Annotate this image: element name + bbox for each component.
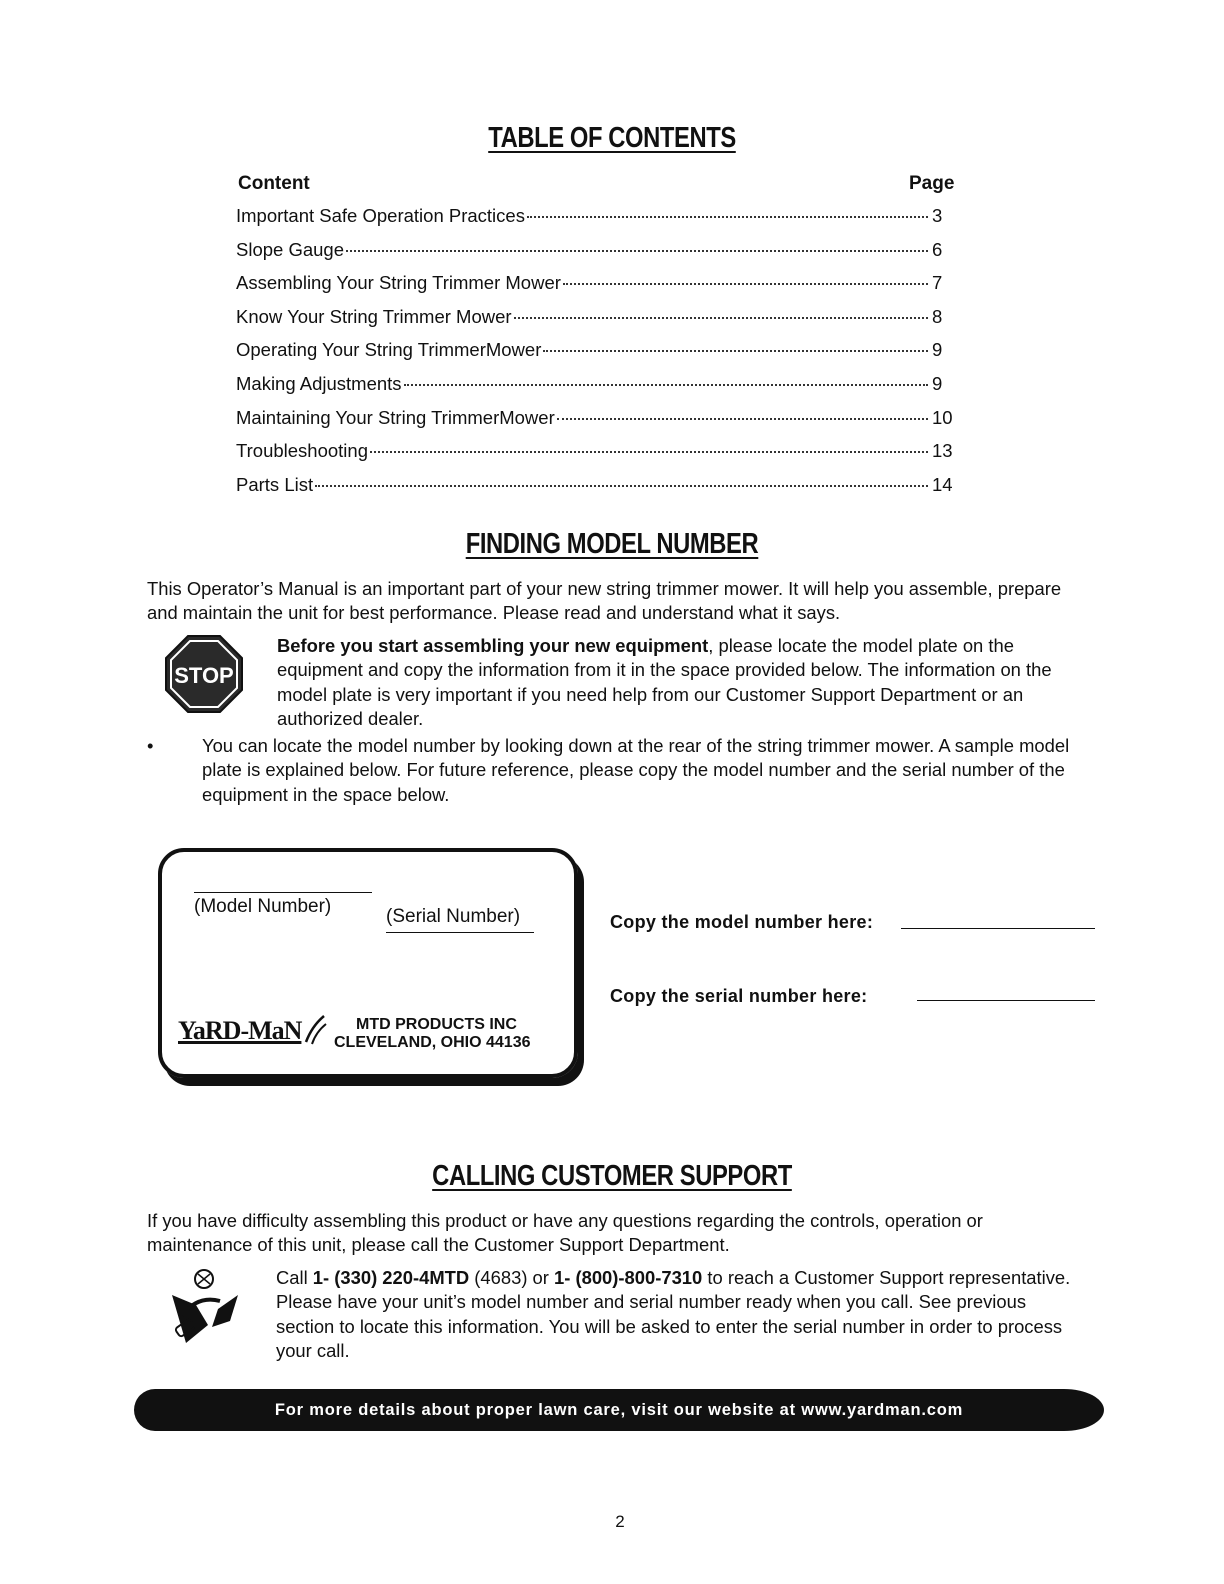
copy-model-label: Copy the model number here: [610, 912, 874, 932]
toc-entry-title: Making Adjustments [236, 372, 402, 394]
model-section-title: FINDING MODEL NUMBER [465, 528, 759, 560]
toc-entry [236, 373, 956, 407]
phone-number-secondary[interactable]: 1- (800)-800-7310 [554, 1267, 703, 1288]
yard-man-logo: YaRD-MaN [178, 1016, 302, 1045]
stop-paragraph [277, 634, 1092, 731]
serial-number-line [386, 932, 534, 933]
toc-entry-title: Parts List [236, 473, 314, 495]
copy-model-line[interactable] [901, 928, 1095, 929]
toc-entry [236, 272, 956, 306]
model-intro-text: This Operator’s Manual is an important part of your new string trimmer mower. It will help you assemble, prepare and maintain the unit for best performance. Please read and understand what it says. [147, 578, 1062, 624]
website-banner [134, 1389, 1104, 1431]
phone-number-primary[interactable]: 1- (330) 220-4MTD [312, 1267, 470, 1288]
toc-entry-page: 9 [932, 339, 943, 361]
model-number-line [194, 892, 372, 893]
toc-leader [315, 485, 928, 487]
toc-page-header: Page [909, 173, 955, 194]
page-number: 2 [615, 1512, 625, 1531]
toc-entry-page: 14 [932, 473, 953, 495]
toc-leader [514, 317, 928, 319]
toc-entry-page: 6 [932, 238, 943, 260]
toc-entry [236, 474, 956, 508]
toc-entry-title: Slope Gauge [236, 238, 345, 260]
call-prefix: Call [276, 1267, 313, 1288]
copy-serial-label: Copy the serial number here: [610, 986, 868, 1006]
toc-entry-page: 9 [932, 372, 943, 394]
toc-leader [346, 250, 928, 252]
support-section-title: CALLING CUSTOMER SUPPORT [432, 1160, 792, 1192]
toc-entry-page: 10 [932, 406, 953, 428]
toc-entry-page: 13 [932, 440, 953, 462]
toc-leader [563, 283, 928, 285]
serial-number-label: (Serial Number) [386, 906, 521, 927]
toc-entry [236, 239, 956, 273]
toc-entry-page: 3 [932, 205, 943, 226]
toc-entry-title: Assembling Your String Trimmer Mower [236, 272, 561, 294]
toc-leader [527, 216, 928, 218]
toc-content-header: Content [238, 173, 310, 194]
telephone-icon [168, 1265, 242, 1347]
bullet-marker: • [147, 735, 154, 756]
website-banner-text[interactable]: For more details about proper lawn care, visit our website at www.yardman.com [274, 1400, 964, 1419]
stop-paragraph-body: , please locate the model plate on the equipment and copy the information from it in the space provided below. The information on the model plate is very important if you need help from our Customer Support Department or an authorized dealer. [277, 635, 1052, 729]
plate-company: MTD PRODUCTS INC [356, 1016, 517, 1033]
plate-address: CLEVELAND, OHIO 44136 [334, 1034, 531, 1051]
stop-sign-label: STOP [174, 663, 234, 688]
toc-leader [404, 384, 928, 386]
model-plate [158, 848, 578, 1078]
toc-entry-title: Troubleshooting [236, 440, 368, 462]
toc-leader [557, 418, 928, 420]
toc-entry-title: Important Safe Operation Practices [236, 205, 525, 226]
phone-number-digits: (4683) or [469, 1267, 555, 1288]
toc-title: TABLE OF CONTENTS [488, 122, 736, 154]
logo-swoosh-icon [302, 1012, 328, 1046]
support-call-paragraph [276, 1266, 1076, 1363]
toc-entry [236, 205, 956, 239]
toc-list [236, 205, 956, 507]
toc-entry-title: Know Your String Trimmer Mower [236, 305, 512, 327]
toc-entry [236, 440, 956, 474]
toc-entry-page: 7 [932, 272, 943, 294]
toc-leader [370, 451, 928, 453]
toc-entry-page: 8 [932, 305, 943, 327]
model-number-label: (Model Number) [194, 896, 332, 917]
stop-sign-icon [164, 634, 244, 714]
copy-serial-line[interactable] [917, 1000, 1095, 1001]
toc-leader [543, 350, 928, 352]
toc-entry-title: Maintaining Your String TrimmerMower [236, 406, 555, 428]
toc-entry [236, 407, 956, 441]
toc-entry [236, 306, 956, 340]
stop-paragraph-lead: Before you start assembling your new equipment [277, 635, 709, 656]
bullet-text: You can locate the model number by looking down at the rear of the string trimmer mower. A sample model plate is explained below. For future reference, please copy the model number and the serial number of the equipment in the space below. [202, 735, 1070, 805]
support-intro-text: If you have difficulty assembling this product or have any questions regarding the controls, operation or maintenance of this unit, please call the Customer Support Department. [147, 1210, 983, 1256]
toc-entry [236, 339, 956, 373]
call-body: to reach a Customer Support representative. Please have your unit’s model number and serial number ready when you call. See previous section to locate this information. You will be asked to enter the serial number in order to process your call. [276, 1267, 1071, 1361]
toc-entry-title: Operating Your String TrimmerMower [236, 339, 542, 361]
